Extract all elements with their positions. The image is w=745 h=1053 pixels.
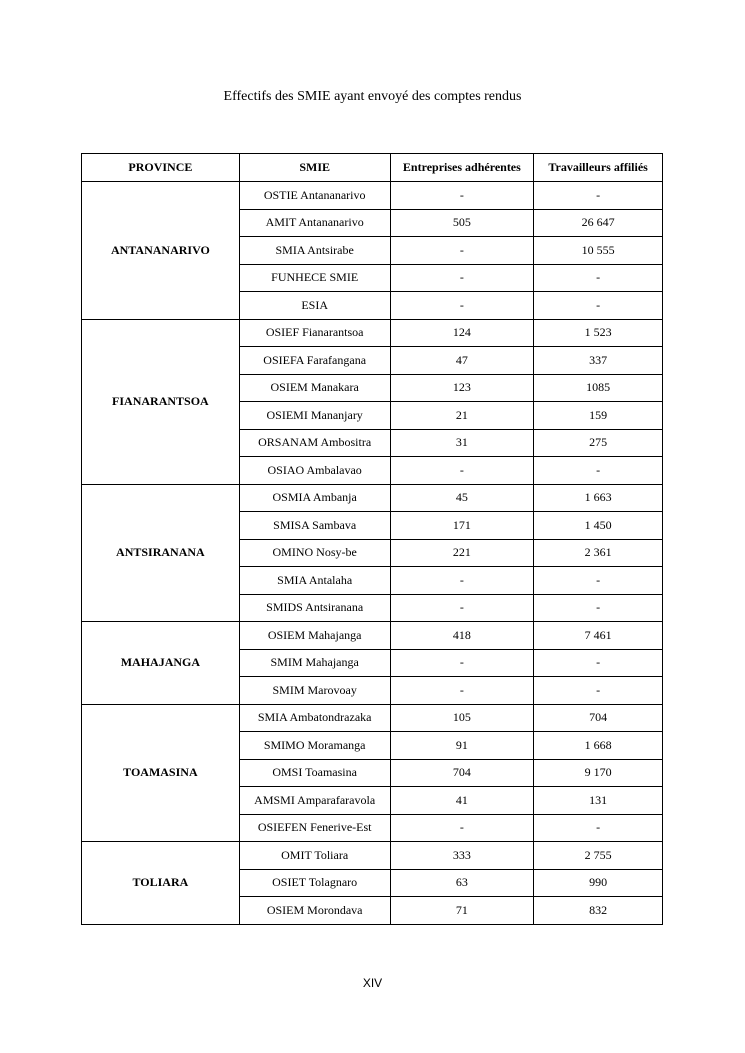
entreprises-cell: 123 — [390, 374, 534, 402]
entreprises-cell: 221 — [390, 539, 534, 567]
entreprises-cell: 171 — [390, 512, 534, 540]
header-entreprises: Entreprises adhérentes — [390, 154, 534, 182]
smie-cell: OSIEFA Farafangana — [239, 347, 390, 375]
entreprises-cell: 63 — [390, 869, 534, 897]
entreprises-cell: 704 — [390, 759, 534, 787]
travailleurs-cell: - — [534, 457, 663, 485]
province-cell: TOAMASINA — [82, 704, 240, 842]
smie-cell: OMINO Nosy-be — [239, 539, 390, 567]
province-cell: FIANARANTSOA — [82, 319, 240, 484]
smie-cell: ESIA — [239, 292, 390, 320]
smie-cell: SMIM Mahajanga — [239, 649, 390, 677]
entreprises-cell: - — [390, 457, 534, 485]
travailleurs-cell: 1 450 — [534, 512, 663, 540]
header-smie: SMIE — [239, 154, 390, 182]
entreprises-cell: 418 — [390, 622, 534, 650]
smie-cell: AMIT Antananarivo — [239, 209, 390, 237]
travailleurs-cell: 275 — [534, 429, 663, 457]
entreprises-cell: 105 — [390, 704, 534, 732]
entreprises-cell: - — [390, 237, 534, 265]
smie-cell: SMIA Antalaha — [239, 567, 390, 595]
smie-table — [81, 153, 663, 925]
header-row — [82, 154, 663, 182]
header-province: PROVINCE — [82, 154, 240, 182]
smie-cell: OSIAO Ambalavao — [239, 457, 390, 485]
entreprises-cell: - — [390, 182, 534, 210]
smie-cell: OSIET Tolagnaro — [239, 869, 390, 897]
travailleurs-cell: 1 663 — [534, 484, 663, 512]
entreprises-cell: 45 — [390, 484, 534, 512]
entreprises-cell: 333 — [390, 842, 534, 870]
smie-cell: SMIM Marovoay — [239, 677, 390, 705]
travailleurs-cell: 832 — [534, 897, 663, 925]
smie-cell: SMIA Antsirabe — [239, 237, 390, 265]
entreprises-cell: 47 — [390, 347, 534, 375]
entreprises-cell: 91 — [390, 732, 534, 760]
smie-cell: FUNHECE SMIE — [239, 264, 390, 292]
smie-cell: OMSI Toamasina — [239, 759, 390, 787]
table-row — [82, 704, 663, 732]
smie-cell: SMIMO Moramanga — [239, 732, 390, 760]
entreprises-cell: - — [390, 567, 534, 595]
travailleurs-cell: - — [534, 182, 663, 210]
travailleurs-cell: - — [534, 264, 663, 292]
entreprises-cell: - — [390, 649, 534, 677]
table-row — [82, 484, 663, 512]
smie-cell: OSIEMI Mananjary — [239, 402, 390, 430]
entreprises-cell: - — [390, 677, 534, 705]
smie-cell: OSMIA Ambanja — [239, 484, 390, 512]
entreprises-cell: - — [390, 594, 534, 622]
entreprises-cell: - — [390, 814, 534, 842]
province-cell: ANTSIRANANA — [82, 484, 240, 622]
province-cell: ANTANANARIVO — [82, 182, 240, 320]
entreprises-cell: 21 — [390, 402, 534, 430]
travailleurs-cell: 337 — [534, 347, 663, 375]
travailleurs-cell: 26 647 — [534, 209, 663, 237]
smie-cell: OSIEM Manakara — [239, 374, 390, 402]
entreprises-cell: - — [390, 264, 534, 292]
table-header — [82, 154, 663, 182]
smie-cell: AMSMI Amparafaravola — [239, 787, 390, 815]
travailleurs-cell: - — [534, 677, 663, 705]
table-row — [82, 182, 663, 210]
page-number: XIV — [362, 976, 383, 990]
travailleurs-cell: 1085 — [534, 374, 663, 402]
travailleurs-cell: 1 668 — [534, 732, 663, 760]
smie-cell: OSIEFEN Fenerive-Est — [239, 814, 390, 842]
smie-cell: ORSANAM Ambositra — [239, 429, 390, 457]
entreprises-cell: 505 — [390, 209, 534, 237]
travailleurs-cell: 1 523 — [534, 319, 663, 347]
entreprises-cell: 41 — [390, 787, 534, 815]
travailleurs-cell: - — [534, 292, 663, 320]
travailleurs-cell: - — [534, 814, 663, 842]
travailleurs-cell: 2 755 — [534, 842, 663, 870]
table-row — [82, 622, 663, 650]
smie-cell: OSIEF Fianarantsoa — [239, 319, 390, 347]
table-row — [82, 319, 663, 347]
header-travailleurs: Travailleurs affiliés — [534, 154, 663, 182]
smie-cell: OMIT Toliara — [239, 842, 390, 870]
travailleurs-cell: 704 — [534, 704, 663, 732]
entreprises-cell: 71 — [390, 897, 534, 925]
travailleurs-cell: 159 — [534, 402, 663, 430]
travailleurs-cell: 2 361 — [534, 539, 663, 567]
travailleurs-cell: 131 — [534, 787, 663, 815]
travailleurs-cell: - — [534, 567, 663, 595]
table-body — [82, 182, 663, 925]
smie-cell: OSIEM Morondava — [239, 897, 390, 925]
smie-cell: SMIA Ambatondrazaka — [239, 704, 390, 732]
table-row — [82, 842, 663, 870]
province-cell: TOLIARA — [82, 842, 240, 925]
travailleurs-cell: 990 — [534, 869, 663, 897]
smie-cell: OSTIE Antananarivo — [239, 182, 390, 210]
travailleurs-cell: - — [534, 594, 663, 622]
smie-cell: OSIEM Mahajanga — [239, 622, 390, 650]
travailleurs-cell: - — [534, 649, 663, 677]
entreprises-cell: 31 — [390, 429, 534, 457]
travailleurs-cell: 7 461 — [534, 622, 663, 650]
page-title: Effectifs des SMIE ayant envoyé des comptes rendus — [223, 89, 522, 104]
smie-cell: SMISA Sambava — [239, 512, 390, 540]
entreprises-cell: 124 — [390, 319, 534, 347]
entreprises-cell: - — [390, 292, 534, 320]
travailleurs-cell: 10 555 — [534, 237, 663, 265]
travailleurs-cell: 9 170 — [534, 759, 663, 787]
smie-cell: SMIDS Antsiranana — [239, 594, 390, 622]
province-cell: MAHAJANGA — [82, 622, 240, 705]
